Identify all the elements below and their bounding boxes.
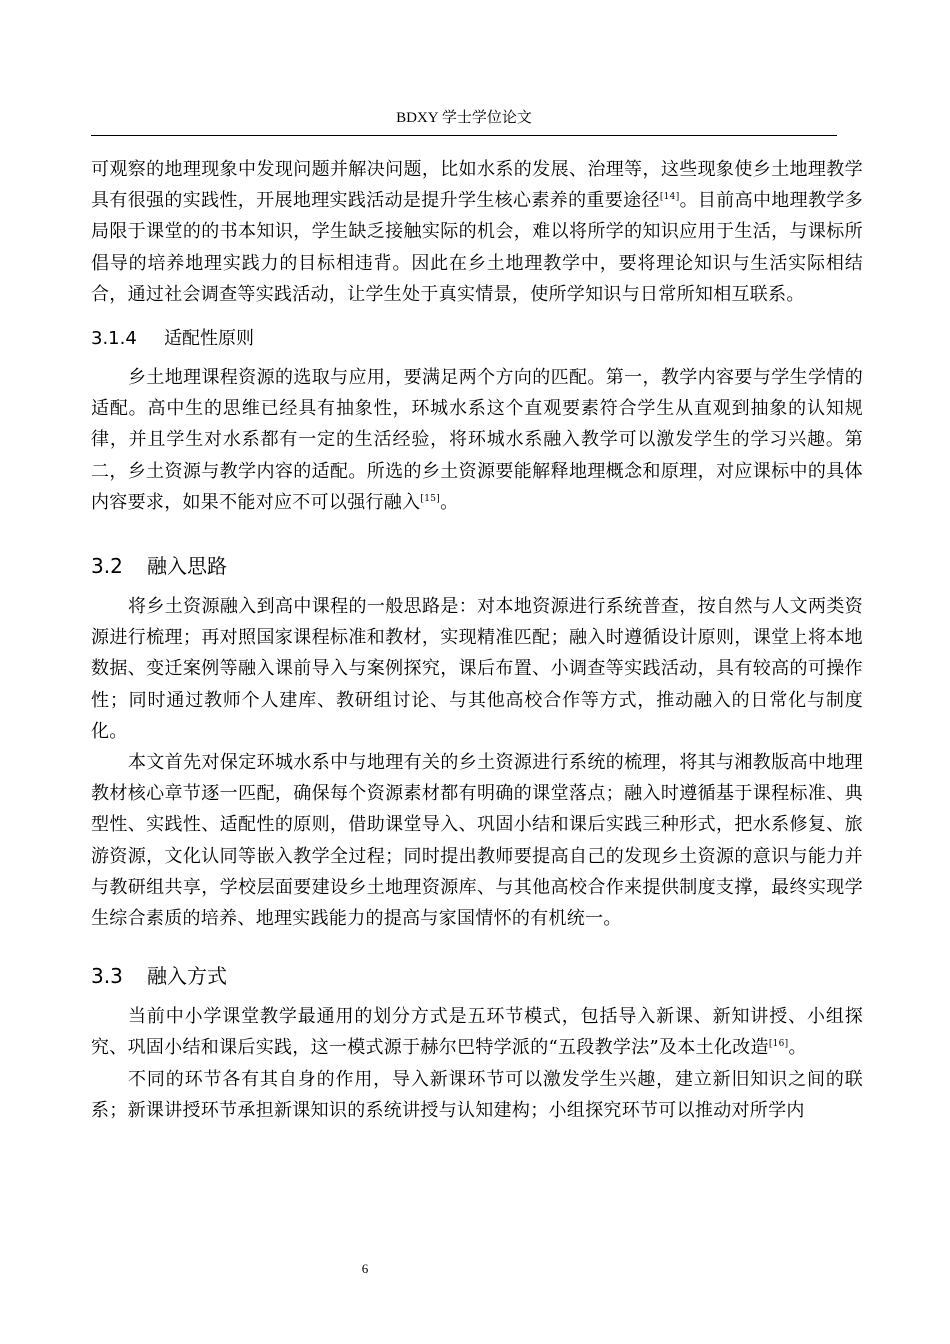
paragraph-text: 不同的环节各有其自身的作用，导入新课环节可以激发学生兴趣，建立新旧知识之间的联系；新课讲授环节承担新课知识的系统讲授与认知建构；小组探究环节可以推动对所学内 — [91, 1068, 863, 1121]
page-number: 6 — [361, 1261, 369, 1276]
section-number: 3.2 — [91, 554, 123, 579]
paragraph-text: 乡土地理课程资源的选取与应用，要满足两个方向的匹配。第一，教学内容要与学生学情的适配。高中生的思维已经具有抽象性，环城水系这个直观要素符合学生从直观到抽象的认知规律，并且学生对水系都有一定的生活经验，将环城水系融入教学可以激发学生的学习兴趣。第二，乡土资源与教学内容的适配。所选的乡土资源要能解释地理概念和原理，对应课标中的具体内容要求，如果不能对应不可以强行融入 — [91, 367, 863, 513]
citation-15[interactable]: [15] — [420, 493, 441, 504]
paragraph-five-stage-model — [91, 1001, 863, 1063]
section-number: 3.1.4 — [91, 328, 137, 350]
section-title: 融入思路 — [147, 554, 227, 579]
paragraph-text: 将乡土资源融入到高中课程的一般思路是：对本地资源进行系统普查，按自然与人文两类资源进行梳理；再对照国家课程标准和教材，实现精准匹配；融入时遵循设计原则，课堂上将本地数据、变迁案例等融入课前导入与案例探究，课后布置、小调查等实践活动，具有较高的可操作性；同时通过教师个人建库、教研组讨论、与其他高校合作等方式，推动融入的日常化与制度化。 — [91, 596, 863, 742]
paragraph-integration-approach — [91, 591, 863, 747]
paragraph-text: 本文首先对保定环城水系中与地理有关的乡土资源进行系统的梳理，将其与湘教版高中地理教材核心章节逐一匹配，确保每个资源素材都有明确的课堂落点；融入时遵循基于课程标准、典型性、实践性、适配性的原则，借助课堂导入、巩固小结和课后实践三种形式，把水系修复、旅游资源，文化认同等嵌入教学全过程；同时提出教师要提高自己的发现乡土资源的意识与能力并与教研组共享，学校层面要建设乡土地理资源库、与其他高校合作来提供制度支撑，最终实现学生综合素质的培养、地理实践能力的提高与家国情怀的有机统一。 — [91, 752, 863, 930]
paragraph-stage-roles — [91, 1064, 863, 1126]
section-title: 适配性原则 — [164, 328, 254, 350]
paragraph-adaptability — [91, 362, 863, 518]
section-title: 融入方式 — [147, 964, 227, 989]
citation-14[interactable]: [14] — [659, 192, 680, 203]
paragraph-text: 可观察的地理现象中发现问题并解决问题，比如水系的发展、治理等，这些现象使乡土地理教学具有很强的实践性，开展地理实践活动是提升学生核心素养的重要途径 — [91, 159, 863, 212]
paragraph-text: 当前中小学课堂教学最通用的划分方式是五环节模式，包括导入新课、新知讲授、小组探究、巩固小结和课后实践，这一模式源于赫尔巴特学派的“五段教学法”及本土化改造 — [91, 1006, 863, 1059]
running-header: BDXY 学士学位论文 — [396, 110, 532, 126]
section-heading-3-1-4 — [91, 327, 863, 351]
paragraph-practice-continued — [91, 154, 863, 310]
section-number: 3.3 — [91, 964, 123, 989]
section-heading-3-2 — [91, 552, 863, 580]
section-heading-3-3 — [91, 962, 863, 990]
paragraph-text: 。 — [788, 1037, 807, 1059]
header-rule — [91, 135, 837, 136]
page-body — [91, 154, 863, 1126]
citation-16[interactable]: [16] — [768, 1039, 789, 1050]
paragraph-text: 。目前高中地理教学多局限于课堂的的书本知识，学生缺乏接触实际的机会，难以将所学的知识应用于生活，与课标所倡导的培养地理实践力的目标相违背。因此在乡土地理教学中，要将理论知识与生活实际相结合，通过社会调查等实践活动，让学生处于真实情景，使所学知识与日常所知相互联系。 — [91, 190, 864, 305]
paragraph-paper-overview — [91, 747, 863, 934]
paragraph-text: 。 — [440, 491, 459, 513]
